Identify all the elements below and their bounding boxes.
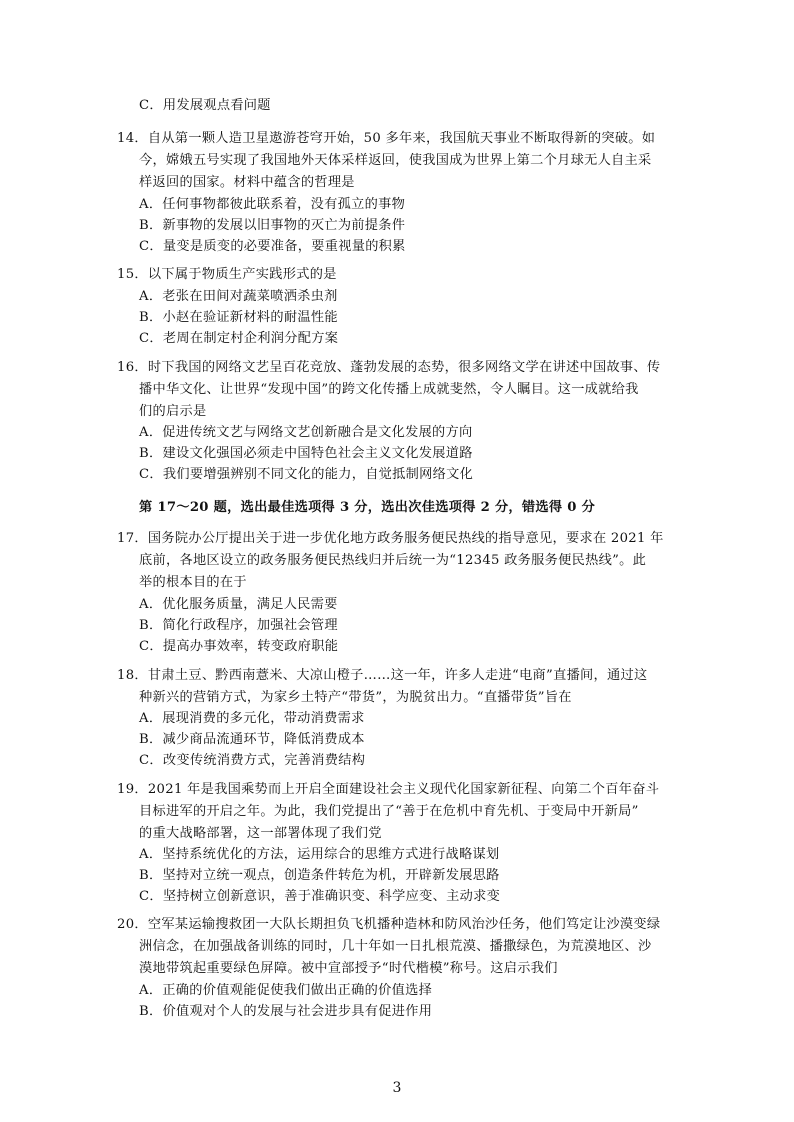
q17-stem-line-1: 17．国务院办公厅提出关于进一步优化地方政务服务便民热线的指导意见，要求在 2021 年 [117, 531, 664, 546]
q14-option-b: B．新事物的发展以旧事物的灭亡为前提条件 [139, 218, 406, 233]
q17-option-b: B．简化行政程序，加强社会管理 [139, 618, 338, 633]
q14-stem-line-2: 今，嫦娥五号实现了我国地外天体采样返回，使我国成为世界上第二个月球无人自主采 [139, 153, 652, 168]
q14-option-c: C．量变是质变的必要准备，要重视量的积累 [139, 239, 406, 254]
q18-option-b: B．减少商品流通环节，降低消费成本 [139, 732, 365, 747]
q15-option-b: B．小赵在验证新材料的耐温性能 [139, 310, 338, 325]
q17-option-a: A．优化服务质量，满足人民需要 [139, 597, 338, 612]
page-number: 3 [392, 1080, 402, 1096]
section-heading: 第 17～20 题，选出最佳选项得 3 分，选出次佳选项得 2 分，错选得 0 分 [139, 500, 596, 515]
q15-option-c: C．老周在制定村企利润分配方案 [139, 331, 339, 346]
q18-option-c: C．改变传统消费方式，完善消费结构 [139, 753, 366, 768]
q20-stem-line-1: 20．空军某运输搜救团一大队长期担负飞机播种造林和防风治沙任务，他们笃定让沙漠变绿 [117, 917, 661, 932]
q20-stem-line-3: 漠地带筑起重要绿色屏障。被中宣部授予“时代楷模”称号。这启示我们 [139, 961, 558, 976]
q16-option-a: A．促进传统文艺与网络文艺创新融合是文化发展的方向 [139, 425, 473, 440]
q16-stem-line-3: 们的启示是 [139, 404, 207, 419]
q14-stem-line-1: 14．自从第一颗人造卫星遨游苍穹开始，50 多年来，我国航天事业不断取得新的突破。如 [117, 131, 656, 146]
q16-option-b: B．建设文化强国必须走中国特色社会主义文化发展道路 [139, 446, 473, 461]
q20-stem-line-2: 洲信念，在加强战备训练的同时，几十年如一日扎根荒漠、播撒绿色，为荒漠地区、沙 [139, 939, 652, 954]
q19-option-c: C．坚持树立创新意识，善于准确识变、科学应变、主动求变 [139, 889, 501, 904]
q18-stem-line-1: 18．甘肃土豆、黔西南薏米、大凉山橙子……这一年，许多人走进“电商”直播间，通过这 [117, 668, 648, 683]
q17-stem-line-2: 底前，各地区设立的政务服务便民热线归并后统一为“12345 政务服务便民热线”。此 [139, 553, 647, 568]
q19-stem-line-2: 目标进军的开启之年。为此，我们党提出了“善于在危机中育先机、于变局中开新局” [139, 804, 639, 819]
q16-option-c: C．我们要增强辨别不同文化的能力，自觉抵制网络文化 [139, 467, 474, 482]
q16-stem-line-2: 播中华文化、让世界“发现中国”的跨文化传播上成就斐然，令人瞩目。这一成就给我 [139, 382, 639, 397]
q15-option-a: A．老张在田间对蔬菜喷洒杀虫剂 [139, 289, 338, 304]
q19-stem-line-3: 的重大战略部署，这一部署体现了我们党 [139, 826, 382, 841]
q16-stem-line-1: 16．时下我国的网络文艺呈百花竞放、蓬勃发展的态势，很多网络文学在讲述中国故事、传 [117, 360, 661, 375]
q17-stem-line-3: 举的根本目的在于 [139, 575, 247, 590]
q19-option-a: A．坚持系统优化的方法，运用综合的思维方式进行战略谋划 [139, 847, 500, 862]
q20-option-b: B．价值观对个人的发展与社会进步具有促进作用 [139, 1004, 433, 1019]
q18-stem-line-2: 种新兴的营销方式，为家乡土特产“带货”，为脱贫出力。“直播带货”旨在 [139, 690, 572, 705]
q15-stem-line-1: 15．以下属于物质生产实践形式的是 [117, 267, 337, 282]
q20-option-a: A．正确的价值观能促使我们做出正确的价值选择 [139, 983, 433, 998]
q14-stem-line-3: 样返回的国家。材料中蕴含的哲理是 [139, 175, 355, 190]
q19-stem-line-1: 19．2021 年是我国乘势而上开启全面建设社会主义现代化国家新征程、向第二个百年奋斗 [117, 782, 660, 797]
q18-option-a: A．展现消费的多元化，带动消费需求 [139, 711, 365, 726]
q17-option-c: C．提高办事效率，转变政府职能 [139, 639, 339, 654]
q14-option-a: A．任何事物都彼此联系着，没有孤立的事物 [139, 197, 406, 212]
q19-option-b: B．坚持对立统一观点，创造条件转危为机，开辟新发展思路 [139, 868, 500, 883]
q13-option-c: C．用发展观点看问题 [139, 98, 271, 113]
